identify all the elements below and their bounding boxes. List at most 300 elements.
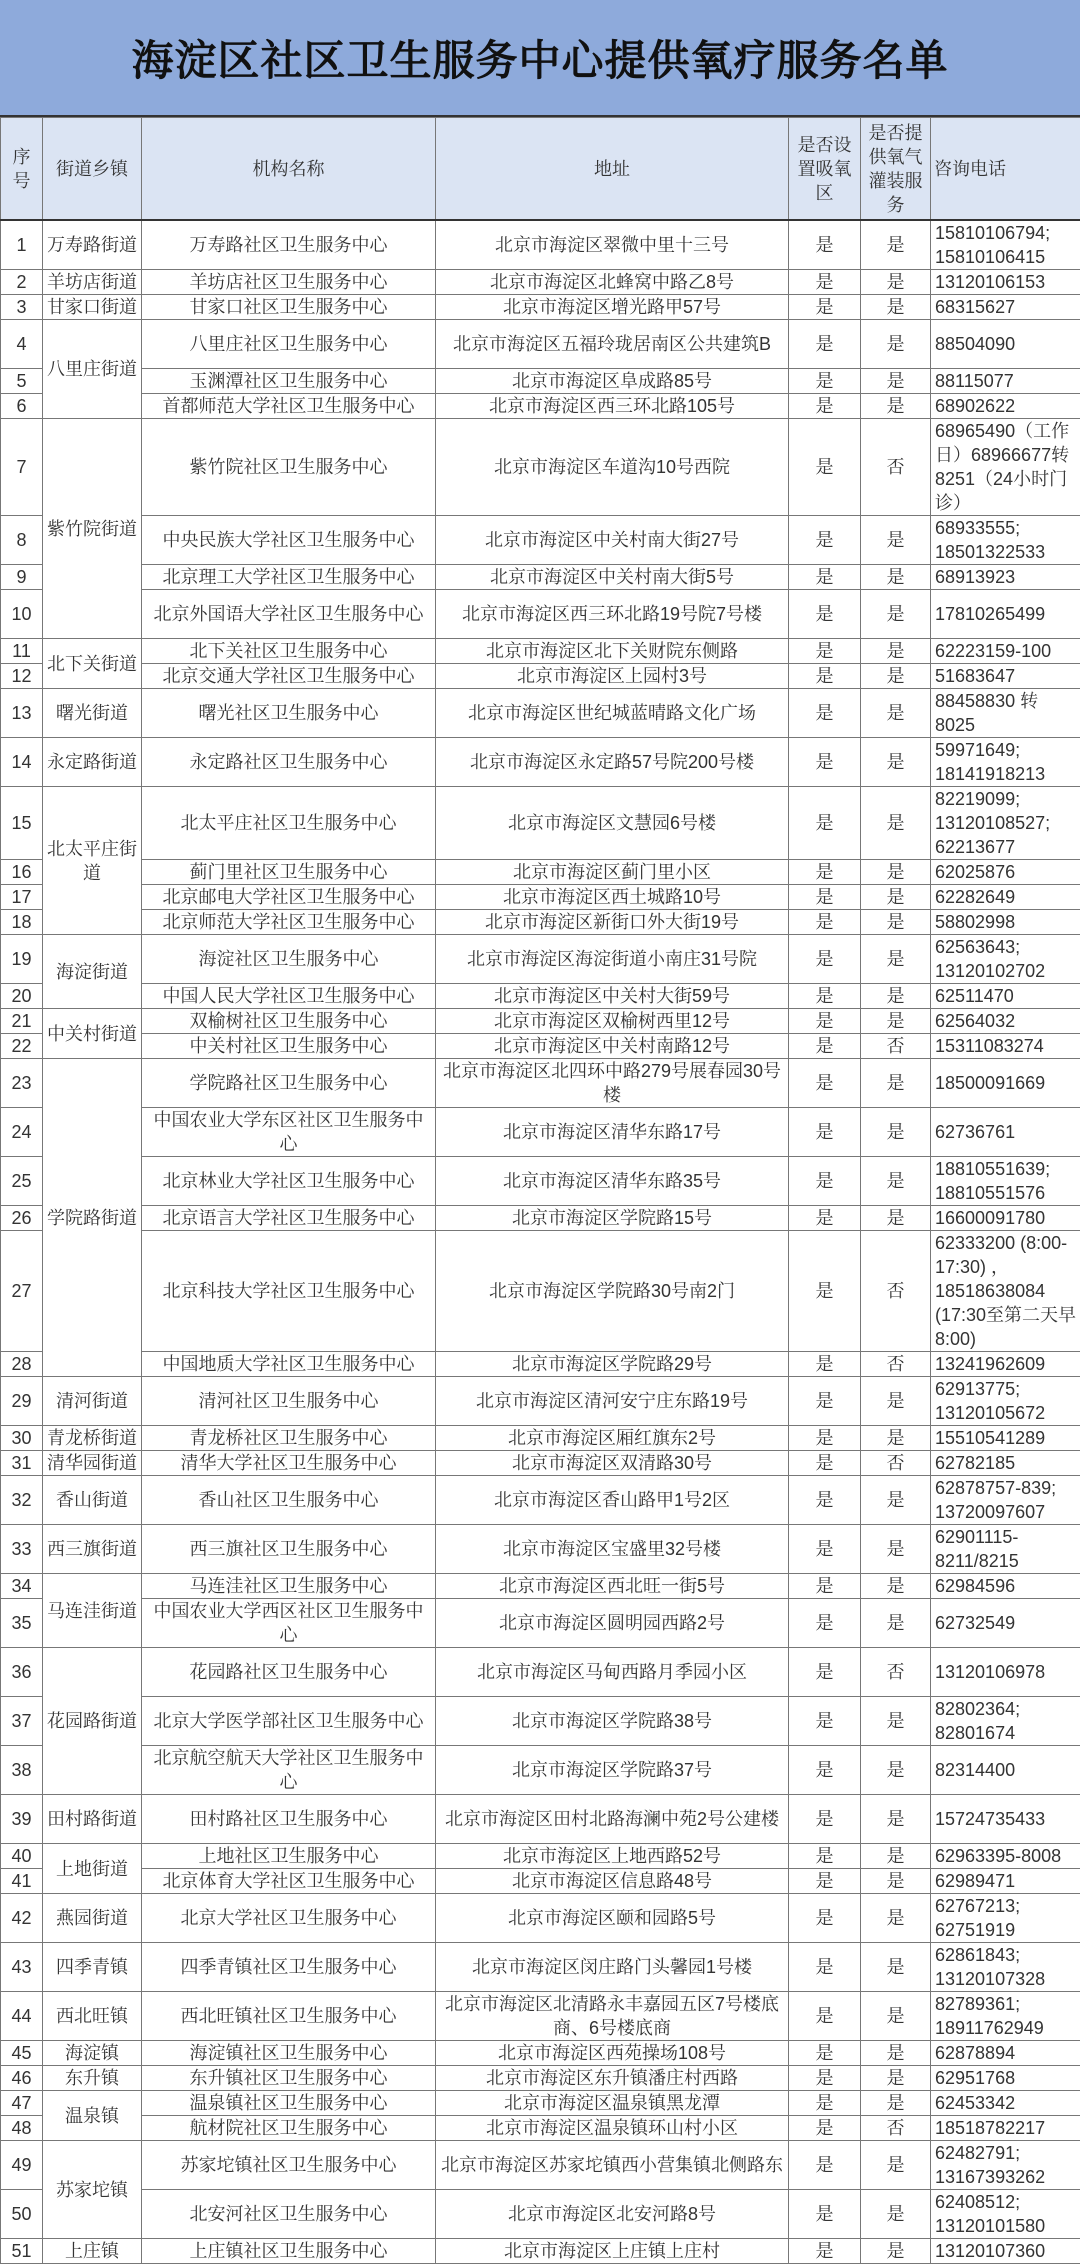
cell-seq: 36 bbox=[1, 1648, 43, 1697]
cell-seq: 45 bbox=[1, 2041, 43, 2066]
cell-address: 北京市海淀区海淀街道小南庄31号院 bbox=[436, 935, 789, 984]
cell-phone: 18500091669 bbox=[931, 1059, 1080, 1108]
cell-phone: 13241962609 bbox=[931, 1352, 1080, 1377]
cell-address: 北京市海淀区北四环中路279号展春园30号楼 bbox=[436, 1059, 789, 1108]
cell-address: 北京市海淀区马甸西路月季园小区 bbox=[436, 1648, 789, 1697]
cell-seq: 21 bbox=[1, 1009, 43, 1034]
table-row bbox=[1, 1992, 1080, 2041]
cell-name: 北京航空航天大学社区卫生服务中心 bbox=[142, 1746, 436, 1795]
cell-address: 北京市海淀区北下关财院东侧路 bbox=[436, 639, 789, 664]
cell-address: 北京市海淀区增光路甲57号 bbox=[436, 295, 789, 320]
cell-name: 北京语言大学社区卫生服务中心 bbox=[142, 1206, 436, 1231]
cell-seq: 26 bbox=[1, 1206, 43, 1231]
cell-phone: 82802364; 82801674 bbox=[931, 1697, 1080, 1746]
cell-name: 香山社区卫生服务中心 bbox=[142, 1476, 436, 1525]
table-row bbox=[1, 664, 1080, 689]
cell-oxygen-fill: 是 bbox=[861, 1525, 931, 1574]
cell-address: 北京市海淀区清华东路17号 bbox=[436, 1108, 789, 1157]
cell-oxygen-fill: 是 bbox=[861, 1574, 931, 1599]
cell-oxygen-area: 是 bbox=[789, 1648, 861, 1697]
cell-oxygen-area: 是 bbox=[789, 1746, 861, 1795]
cell-oxygen-area: 是 bbox=[789, 910, 861, 935]
cell-seq: 14 bbox=[1, 738, 43, 787]
cell-oxygen-area: 是 bbox=[789, 860, 861, 885]
cell-seq: 39 bbox=[1, 1795, 43, 1844]
cell-oxygen-area: 是 bbox=[789, 1894, 861, 1943]
table-row bbox=[1, 689, 1080, 738]
cell-oxygen-fill: 是 bbox=[861, 1869, 931, 1894]
cell-seq: 48 bbox=[1, 2116, 43, 2141]
cell-street: 上庄镇 bbox=[43, 2239, 142, 2264]
cell-oxygen-area: 是 bbox=[789, 1352, 861, 1377]
cell-phone: 62282649 bbox=[931, 885, 1080, 910]
cell-seq: 12 bbox=[1, 664, 43, 689]
cell-oxygen-fill: 是 bbox=[861, 320, 931, 369]
cell-oxygen-fill: 是 bbox=[861, 220, 931, 270]
cell-phone: 68902622 bbox=[931, 394, 1080, 419]
cell-street: 学院路街道 bbox=[43, 1059, 142, 1377]
cell-phone: 68933555; 18501322533 bbox=[931, 516, 1080, 565]
cell-oxygen-area: 是 bbox=[789, 1992, 861, 2041]
table-row bbox=[1, 860, 1080, 885]
cell-seq: 20 bbox=[1, 984, 43, 1009]
cell-oxygen-fill: 否 bbox=[861, 1034, 931, 1059]
table-row bbox=[1, 1697, 1080, 1746]
cell-address: 北京市海淀区世纪城蓝晴路文化广场 bbox=[436, 689, 789, 738]
cell-phone: 88458830 转 8025 bbox=[931, 689, 1080, 738]
cell-oxygen-fill: 是 bbox=[861, 664, 931, 689]
cell-name: 中国人民大学社区卫生服务中心 bbox=[142, 984, 436, 1009]
cell-address: 北京市海淀区上庄镇上庄村 bbox=[436, 2239, 789, 2264]
cell-name: 羊坊店社区卫生服务中心 bbox=[142, 270, 436, 295]
cell-oxygen-area: 是 bbox=[789, 516, 861, 565]
cell-phone: 62782185 bbox=[931, 1451, 1080, 1476]
cell-name: 花园路社区卫生服务中心 bbox=[142, 1648, 436, 1697]
cell-oxygen-fill: 是 bbox=[861, 787, 931, 860]
cell-oxygen-fill: 是 bbox=[861, 1426, 931, 1451]
cell-phone: 62025876 bbox=[931, 860, 1080, 885]
cell-seq: 40 bbox=[1, 1844, 43, 1869]
cell-oxygen-area: 是 bbox=[789, 2041, 861, 2066]
cell-oxygen-fill: 是 bbox=[861, 2239, 931, 2264]
table-row bbox=[1, 1352, 1080, 1377]
table-row bbox=[1, 1377, 1080, 1426]
cell-oxygen-area: 是 bbox=[789, 369, 861, 394]
cell-oxygen-area: 是 bbox=[789, 1599, 861, 1648]
table-row bbox=[1, 1574, 1080, 1599]
cell-oxygen-area: 是 bbox=[789, 885, 861, 910]
cell-phone: 68965490（工作日）68966677转8251（24小时门诊） bbox=[931, 419, 1080, 516]
cell-address: 北京市海淀区车道沟10号西院 bbox=[436, 419, 789, 516]
cell-seq: 1 bbox=[1, 220, 43, 270]
cell-seq: 22 bbox=[1, 1034, 43, 1059]
cell-phone: 18810551639; 18810551576 bbox=[931, 1157, 1080, 1206]
page-title: 海淀区社区卫生服务中心提供氧疗服务名单 bbox=[0, 0, 1080, 117]
cell-seq: 18 bbox=[1, 910, 43, 935]
cell-street: 马连洼街道 bbox=[43, 1574, 142, 1648]
table-row bbox=[1, 910, 1080, 935]
cell-phone: 82789361; 18911762949 bbox=[931, 1992, 1080, 2041]
cell-seq: 30 bbox=[1, 1426, 43, 1451]
cell-name: 北下关社区卫生服务中心 bbox=[142, 639, 436, 664]
cell-seq: 9 bbox=[1, 565, 43, 590]
cell-street: 北太平庄街道 bbox=[43, 787, 142, 935]
cell-phone: 62878757-839; 13720097607 bbox=[931, 1476, 1080, 1525]
table-row bbox=[1, 2116, 1080, 2141]
cell-street: 田村路街道 bbox=[43, 1795, 142, 1844]
table-row bbox=[1, 220, 1080, 270]
cell-address: 北京市海淀区学院路30号南2门 bbox=[436, 1231, 789, 1352]
header-oxygen-fill: 是否提供氧气灌装服务 bbox=[861, 118, 931, 221]
cell-address: 北京市海淀区西苑操场108号 bbox=[436, 2041, 789, 2066]
cell-address: 北京市海淀区北清路永丰嘉园五区7号楼底商、6号楼底商 bbox=[436, 1992, 789, 2041]
cell-oxygen-fill: 是 bbox=[861, 1108, 931, 1157]
cell-oxygen-fill: 是 bbox=[861, 639, 931, 664]
cell-oxygen-fill: 是 bbox=[861, 295, 931, 320]
cell-oxygen-fill: 是 bbox=[861, 2190, 931, 2239]
cell-address: 北京市海淀区新街口外大街19号 bbox=[436, 910, 789, 935]
header-oxygen-area: 是否设置吸氧区 bbox=[789, 118, 861, 221]
cell-street: 甘家口街道 bbox=[43, 295, 142, 320]
cell-phone: 15810106794; 15810106415 bbox=[931, 220, 1080, 270]
table-row bbox=[1, 369, 1080, 394]
cell-address: 北京市海淀区永定路57号院200号楼 bbox=[436, 738, 789, 787]
cell-oxygen-area: 是 bbox=[789, 664, 861, 689]
cell-seq: 42 bbox=[1, 1894, 43, 1943]
cell-oxygen-area: 是 bbox=[789, 394, 861, 419]
cell-oxygen-area: 是 bbox=[789, 1574, 861, 1599]
cell-seq: 17 bbox=[1, 885, 43, 910]
cell-phone: 17810265499 bbox=[931, 590, 1080, 639]
cell-address: 北京市海淀区上地西路52号 bbox=[436, 1844, 789, 1869]
cell-oxygen-area: 是 bbox=[789, 689, 861, 738]
cell-phone: 88504090 bbox=[931, 320, 1080, 369]
cell-seq: 7 bbox=[1, 419, 43, 516]
cell-oxygen-area: 是 bbox=[789, 590, 861, 639]
table-row bbox=[1, 1059, 1080, 1108]
cell-oxygen-area: 是 bbox=[789, 984, 861, 1009]
cell-address: 北京市海淀区西土城路10号 bbox=[436, 885, 789, 910]
cell-oxygen-area: 是 bbox=[789, 2091, 861, 2116]
cell-name: 西北旺镇社区卫生服务中心 bbox=[142, 1992, 436, 2041]
cell-seq: 25 bbox=[1, 1157, 43, 1206]
cell-address: 北京市海淀区颐和园路5号 bbox=[436, 1894, 789, 1943]
cell-address: 北京市海淀区中关村南大街27号 bbox=[436, 516, 789, 565]
cell-seq: 24 bbox=[1, 1108, 43, 1157]
cell-phone: 13120106153 bbox=[931, 270, 1080, 295]
table-row bbox=[1, 2091, 1080, 2116]
cell-seq: 33 bbox=[1, 1525, 43, 1574]
header-address: 地址 bbox=[436, 118, 789, 221]
table-row bbox=[1, 885, 1080, 910]
cell-seq: 50 bbox=[1, 2190, 43, 2239]
header-seq: 序号 bbox=[1, 118, 43, 221]
cell-phone: 82314400 bbox=[931, 1746, 1080, 1795]
cell-street: 永定路街道 bbox=[43, 738, 142, 787]
cell-oxygen-fill: 是 bbox=[861, 689, 931, 738]
table-row bbox=[1, 1648, 1080, 1697]
cell-phone: 62901115- 8211/8215 bbox=[931, 1525, 1080, 1574]
cell-oxygen-area: 是 bbox=[789, 935, 861, 984]
table-row bbox=[1, 320, 1080, 369]
cell-oxygen-fill: 是 bbox=[861, 1206, 931, 1231]
cell-name: 北京大学医学部社区卫生服务中心 bbox=[142, 1697, 436, 1746]
cell-name: 北京林业大学社区卫生服务中心 bbox=[142, 1157, 436, 1206]
cell-name: 万寿路社区卫生服务中心 bbox=[142, 220, 436, 270]
cell-phone: 62861843; 13120107328 bbox=[931, 1943, 1080, 1992]
cell-oxygen-fill: 是 bbox=[861, 2141, 931, 2190]
header-phone: 咨询电话 bbox=[931, 118, 1080, 221]
cell-phone: 62913775; 13120105672 bbox=[931, 1377, 1080, 1426]
cell-name: 苏家坨镇社区卫生服务中心 bbox=[142, 2141, 436, 2190]
cell-seq: 3 bbox=[1, 295, 43, 320]
cell-address: 北京市海淀区中关村南路12号 bbox=[436, 1034, 789, 1059]
cell-oxygen-area: 是 bbox=[789, 1059, 861, 1108]
cell-oxygen-fill: 是 bbox=[861, 1697, 931, 1746]
cell-oxygen-fill: 否 bbox=[861, 2116, 931, 2141]
cell-street: 香山街道 bbox=[43, 1476, 142, 1525]
cell-oxygen-area: 是 bbox=[789, 1377, 861, 1426]
table-row bbox=[1, 270, 1080, 295]
cell-seq: 32 bbox=[1, 1476, 43, 1525]
cell-oxygen-fill: 是 bbox=[861, 1992, 931, 2041]
cell-seq: 35 bbox=[1, 1599, 43, 1648]
cell-oxygen-area: 是 bbox=[789, 738, 861, 787]
cell-name: 北京交通大学社区卫生服务中心 bbox=[142, 664, 436, 689]
cell-address: 北京市海淀区清河安宁庄东路19号 bbox=[436, 1377, 789, 1426]
cell-address: 北京市海淀区香山路甲1号2区 bbox=[436, 1476, 789, 1525]
cell-name: 田村路社区卫生服务中心 bbox=[142, 1795, 436, 1844]
cell-phone: 62511470 bbox=[931, 984, 1080, 1009]
cell-oxygen-fill: 否 bbox=[861, 1231, 931, 1352]
cell-oxygen-fill: 是 bbox=[861, 2041, 931, 2066]
cell-address: 北京市海淀区中关村大街59号 bbox=[436, 984, 789, 1009]
cell-seq: 8 bbox=[1, 516, 43, 565]
cell-oxygen-area: 是 bbox=[789, 1157, 861, 1206]
cell-phone: 62482791; 13167393262 bbox=[931, 2141, 1080, 2190]
cell-phone: 62333200 (8:00-17:30) ，18518638084 (17:30至第二天早8:00) bbox=[931, 1231, 1080, 1352]
cell-name: 清河社区卫生服务中心 bbox=[142, 1377, 436, 1426]
cell-oxygen-fill: 是 bbox=[861, 1943, 931, 1992]
cell-seq: 41 bbox=[1, 1869, 43, 1894]
cell-name: 北京邮电大学社区卫生服务中心 bbox=[142, 885, 436, 910]
cell-oxygen-fill: 是 bbox=[861, 1009, 931, 1034]
cell-name: 北安河社区卫生服务中心 bbox=[142, 2190, 436, 2239]
cell-address: 北京市海淀区双榆树西里12号 bbox=[436, 1009, 789, 1034]
cell-street: 四季青镇 bbox=[43, 1943, 142, 1992]
cell-phone: 68913923 bbox=[931, 565, 1080, 590]
cell-name: 首都师范大学社区卫生服务中心 bbox=[142, 394, 436, 419]
cell-address: 北京市海淀区蓟门里小区 bbox=[436, 860, 789, 885]
table-row bbox=[1, 2141, 1080, 2190]
cell-name: 北京体育大学社区卫生服务中心 bbox=[142, 1869, 436, 1894]
cell-oxygen-fill: 是 bbox=[861, 2066, 931, 2091]
cell-phone: 15510541289 bbox=[931, 1426, 1080, 1451]
cell-phone: 68315627 bbox=[931, 295, 1080, 320]
table-row bbox=[1, 1844, 1080, 1869]
cell-name: 甘家口社区卫生服务中心 bbox=[142, 295, 436, 320]
cell-oxygen-area: 是 bbox=[789, 1525, 861, 1574]
cell-street: 花园路街道 bbox=[43, 1648, 142, 1795]
cell-seq: 5 bbox=[1, 369, 43, 394]
cell-name: 蓟门里社区卫生服务中心 bbox=[142, 860, 436, 885]
cell-oxygen-fill: 是 bbox=[861, 1476, 931, 1525]
cell-oxygen-fill: 否 bbox=[861, 1648, 931, 1697]
cell-oxygen-fill: 是 bbox=[861, 1599, 931, 1648]
cell-seq: 47 bbox=[1, 2091, 43, 2116]
cell-address: 北京市海淀区五福玲珑居南区公共建筑B bbox=[436, 320, 789, 369]
cell-phone: 16600091780 bbox=[931, 1206, 1080, 1231]
cell-name: 北京科技大学社区卫生服务中心 bbox=[142, 1231, 436, 1352]
table-row bbox=[1, 738, 1080, 787]
cell-seq: 4 bbox=[1, 320, 43, 369]
cell-oxygen-fill: 是 bbox=[861, 270, 931, 295]
cell-seq: 46 bbox=[1, 2066, 43, 2091]
table-row bbox=[1, 1034, 1080, 1059]
table-row bbox=[1, 2066, 1080, 2091]
cell-name: 海淀镇社区卫生服务中心 bbox=[142, 2041, 436, 2066]
cell-oxygen-fill: 是 bbox=[861, 1059, 931, 1108]
cell-seq: 23 bbox=[1, 1059, 43, 1108]
cell-seq: 16 bbox=[1, 860, 43, 885]
cell-oxygen-fill: 是 bbox=[861, 1746, 931, 1795]
cell-phone: 62984596 bbox=[931, 1574, 1080, 1599]
cell-name: 玉渊潭社区卫生服务中心 bbox=[142, 369, 436, 394]
cell-phone: 62878894 bbox=[931, 2041, 1080, 2066]
cell-street: 羊坊店街道 bbox=[43, 270, 142, 295]
cell-oxygen-fill: 是 bbox=[861, 738, 931, 787]
cell-seq: 51 bbox=[1, 2239, 43, 2264]
cell-oxygen-area: 是 bbox=[789, 320, 861, 369]
cell-oxygen-fill: 是 bbox=[861, 1844, 931, 1869]
cell-name: 紫竹院社区卫生服务中心 bbox=[142, 419, 436, 516]
cell-address: 北京市海淀区信息路48号 bbox=[436, 1869, 789, 1894]
cell-phone: 62963395-8008 bbox=[931, 1844, 1080, 1869]
cell-oxygen-fill: 是 bbox=[861, 394, 931, 419]
cell-street: 清河街道 bbox=[43, 1377, 142, 1426]
cell-address: 北京市海淀区北安河路8号 bbox=[436, 2190, 789, 2239]
cell-phone: 62453342 bbox=[931, 2091, 1080, 2116]
cell-oxygen-area: 是 bbox=[789, 2190, 861, 2239]
cell-address: 北京市海淀区圆明园西路2号 bbox=[436, 1599, 789, 1648]
cell-oxygen-fill: 是 bbox=[861, 860, 931, 885]
header-name: 机构名称 bbox=[142, 118, 436, 221]
cell-oxygen-area: 是 bbox=[789, 220, 861, 270]
cell-oxygen-fill: 是 bbox=[861, 2091, 931, 2116]
cell-phone: 88115077 bbox=[931, 369, 1080, 394]
cell-address: 北京市海淀区苏家坨镇西小营集镇北侧路东 bbox=[436, 2141, 789, 2190]
table-row bbox=[1, 1894, 1080, 1943]
cell-name: 清华大学社区卫生服务中心 bbox=[142, 1451, 436, 1476]
cell-name: 四季青镇社区卫生服务中心 bbox=[142, 1943, 436, 1992]
table-row bbox=[1, 1108, 1080, 1157]
cell-name: 上庄镇社区卫生服务中心 bbox=[142, 2239, 436, 2264]
table-row bbox=[1, 2041, 1080, 2066]
cell-phone: 15311083274 bbox=[931, 1034, 1080, 1059]
cell-phone: 13120106978 bbox=[931, 1648, 1080, 1697]
cell-phone: 62564032 bbox=[931, 1009, 1080, 1034]
cell-phone: 58802998 bbox=[931, 910, 1080, 935]
cell-oxygen-fill: 是 bbox=[861, 1157, 931, 1206]
table-row bbox=[1, 295, 1080, 320]
cell-oxygen-area: 是 bbox=[789, 1426, 861, 1451]
cell-name: 中关村社区卫生服务中心 bbox=[142, 1034, 436, 1059]
table-row bbox=[1, 1157, 1080, 1206]
cell-address: 北京市海淀区东升镇潘庄村西路 bbox=[436, 2066, 789, 2091]
cell-street: 东升镇 bbox=[43, 2066, 142, 2091]
table-row bbox=[1, 1231, 1080, 1352]
cell-oxygen-area: 是 bbox=[789, 1009, 861, 1034]
cell-oxygen-fill: 是 bbox=[861, 910, 931, 935]
cell-name: 中央民族大学社区卫生服务中心 bbox=[142, 516, 436, 565]
cell-seq: 2 bbox=[1, 270, 43, 295]
table-row bbox=[1, 516, 1080, 565]
cell-name: 东升镇社区卫生服务中心 bbox=[142, 2066, 436, 2091]
table-row bbox=[1, 1525, 1080, 1574]
cell-seq: 6 bbox=[1, 394, 43, 419]
cell-oxygen-area: 是 bbox=[789, 295, 861, 320]
cell-seq: 29 bbox=[1, 1377, 43, 1426]
cell-oxygen-fill: 是 bbox=[861, 1894, 931, 1943]
cell-address: 北京市海淀区阜成路85号 bbox=[436, 369, 789, 394]
cell-oxygen-area: 是 bbox=[789, 1231, 861, 1352]
cell-oxygen-area: 是 bbox=[789, 1869, 861, 1894]
cell-address: 北京市海淀区清华东路35号 bbox=[436, 1157, 789, 1206]
cell-seq: 27 bbox=[1, 1231, 43, 1352]
cell-oxygen-fill: 否 bbox=[861, 1352, 931, 1377]
cell-name: 学院路社区卫生服务中心 bbox=[142, 1059, 436, 1108]
cell-street: 西北旺镇 bbox=[43, 1992, 142, 2041]
cell-seq: 10 bbox=[1, 590, 43, 639]
cell-street: 北下关街道 bbox=[43, 639, 142, 689]
cell-name: 北京外国语大学社区卫生服务中心 bbox=[142, 590, 436, 639]
table-row bbox=[1, 2239, 1080, 2264]
cell-seq: 49 bbox=[1, 2141, 43, 2190]
cell-oxygen-fill: 是 bbox=[861, 369, 931, 394]
table-row bbox=[1, 565, 1080, 590]
table-row bbox=[1, 1206, 1080, 1231]
table-row bbox=[1, 394, 1080, 419]
cell-address: 北京市海淀区北蜂窝中路乙8号 bbox=[436, 270, 789, 295]
cell-name: 中国地质大学社区卫生服务中心 bbox=[142, 1352, 436, 1377]
cell-name: 上地社区卫生服务中心 bbox=[142, 1844, 436, 1869]
cell-oxygen-area: 是 bbox=[789, 1795, 861, 1844]
cell-name: 马连洼社区卫生服务中心 bbox=[142, 1574, 436, 1599]
cell-oxygen-area: 是 bbox=[789, 1206, 861, 1231]
cell-address: 北京市海淀区宝盛里32号楼 bbox=[436, 1525, 789, 1574]
cell-oxygen-fill: 是 bbox=[861, 1795, 931, 1844]
cell-seq: 13 bbox=[1, 689, 43, 738]
cell-seq: 38 bbox=[1, 1746, 43, 1795]
cell-seq: 44 bbox=[1, 1992, 43, 2041]
oxygen-service-table bbox=[0, 117, 1080, 2264]
cell-name: 北京理工大学社区卫生服务中心 bbox=[142, 565, 436, 590]
cell-street: 中关村街道 bbox=[43, 1009, 142, 1059]
cell-phone: 62736761 bbox=[931, 1108, 1080, 1157]
cell-street: 海淀街道 bbox=[43, 935, 142, 1009]
cell-oxygen-area: 是 bbox=[789, 1697, 861, 1746]
table-row bbox=[1, 2190, 1080, 2239]
cell-phone: 15724735433 bbox=[931, 1795, 1080, 1844]
cell-phone: 62563643; 13120102702 bbox=[931, 935, 1080, 984]
cell-phone: 51683647 bbox=[931, 664, 1080, 689]
cell-street: 上地街道 bbox=[43, 1844, 142, 1894]
cell-oxygen-fill: 是 bbox=[861, 984, 931, 1009]
cell-name: 北京师范大学社区卫生服务中心 bbox=[142, 910, 436, 935]
cell-phone: 18518782217 bbox=[931, 2116, 1080, 2141]
cell-street: 燕园街道 bbox=[43, 1894, 142, 1943]
table-row bbox=[1, 1476, 1080, 1525]
